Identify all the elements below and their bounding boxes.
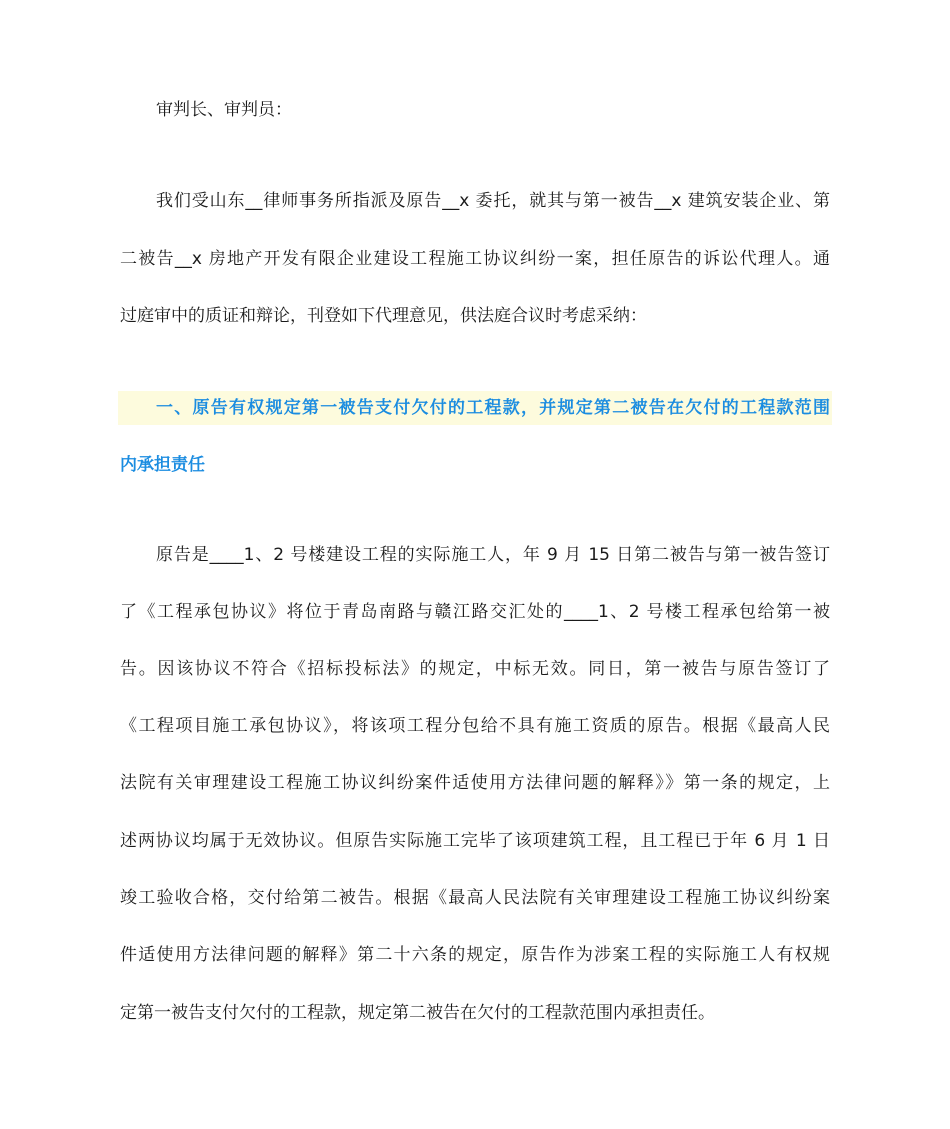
intro-line-3: 过庭审中的质证和辩论，刊登如下代理意见，供法庭合议时考虑采纳： (120, 306, 647, 326)
body-line-3: 告。因该协议不符合《招标投标法》的规定，中标无效。同日，第一被告与原告签订了 (120, 659, 830, 679)
body-line-7: 竣工验收合格，交付给第二被告。根据《最高人民法院有关审理建设工程施工协议纠纷案 (120, 888, 830, 908)
section-heading-line-1: 一、原告有权规定第一被告支付欠付的工程款，并规定第二被告在欠付的工程款范围 (156, 398, 830, 418)
intro-line-1: 我们受山东__律师事务所指派及原告__x 委托，就其与第一被告__x 建筑安装企业、第 (156, 191, 830, 211)
body-line-4: 《工程项目施工承包协议》，将该项工程分包给不具有施工资质的原告。根据《最高人民 (120, 716, 830, 736)
body-line-1: 原告是____1、2 号楼建设工程的实际施工人，年 9 月 15 日第二被告与第一被告签订 (156, 545, 830, 565)
body-line-2: 了《工程承包协议》将位于青岛南路与赣江路交汇处的____1、2 号楼工程承包给第一被 (120, 602, 830, 622)
body-line-9: 定第一被告支付欠付的工程款，规定第二被告在欠付的工程款范围内承担责任。 (120, 1003, 715, 1023)
body-line-8: 件适使用方法律问题的解释》第二十六条的规定，原告作为涉案工程的实际施工人有权规 (120, 945, 830, 965)
body-line-5: 法院有关审理建设工程施工协议纠纷案件适使用方法律问题的解释》》第一条的规定，上 (120, 773, 830, 793)
body-line-6: 述两协议均属于无效协议。但原告实际施工完毕了该项建筑工程，且工程已于年 6 月 1 日 (120, 831, 830, 851)
intro-line-2: 二被告__x 房地产开发有限企业建设工程施工协议纠纷一案，担任原告的诉讼代理人。通 (120, 249, 830, 269)
salutation: 审判长、审判员： (156, 100, 292, 120)
section-heading-line-2: 内承担责任 (120, 455, 205, 475)
